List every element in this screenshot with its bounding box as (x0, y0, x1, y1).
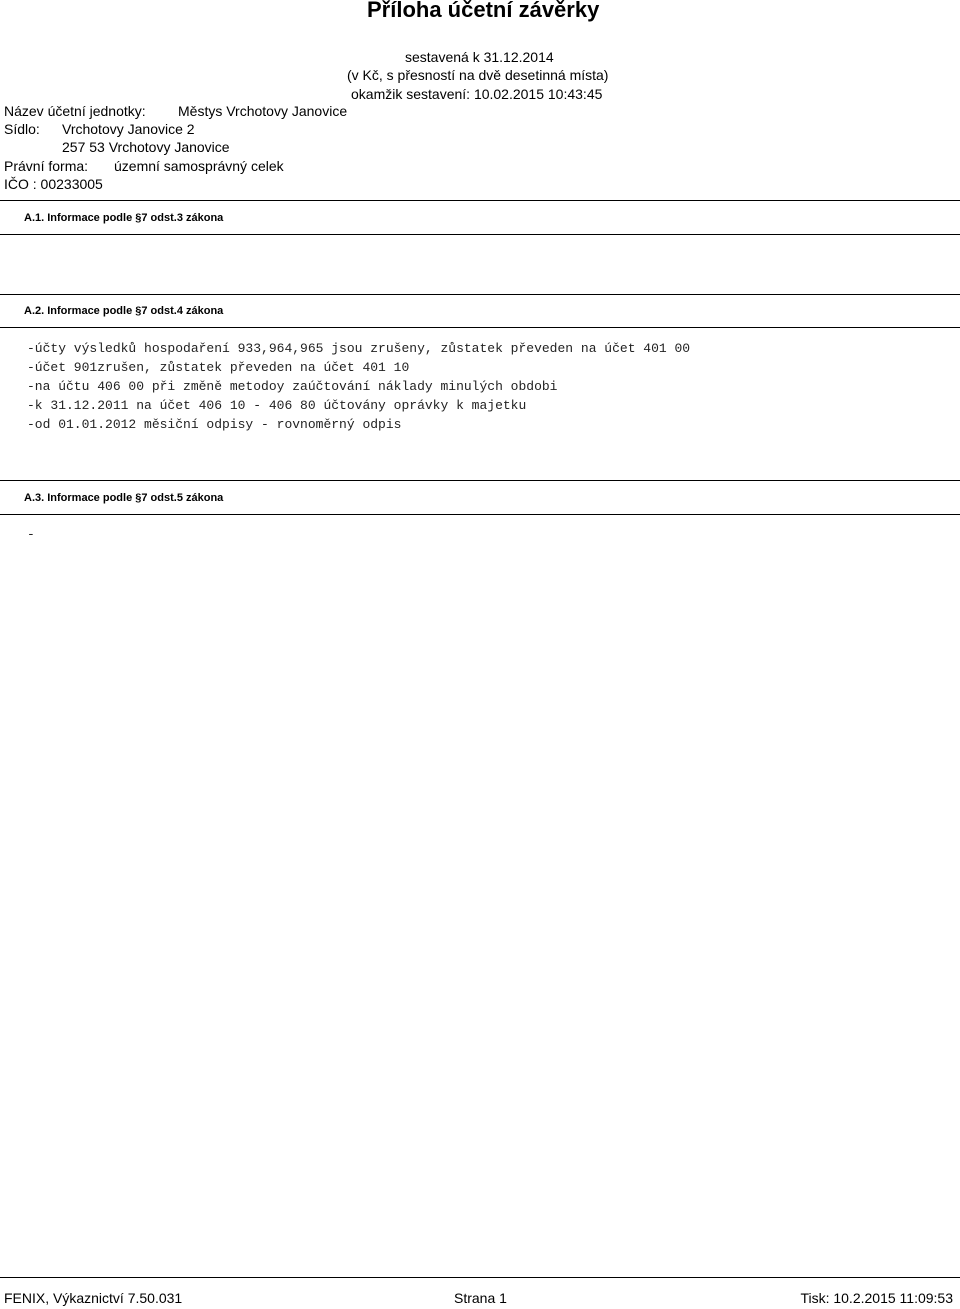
a3-text: - (27, 527, 35, 542)
document-title: Příloha účetní závěrky (367, 0, 600, 22)
a2-text-line: -účet 901zrušen, zůstatek převeden na účet 401 10 (27, 360, 410, 375)
entity-ico: IČO : 00233005 (4, 176, 103, 192)
a2-text-line: -od 01.01.2012 měsiční odpisy - rovnoměrný odpis (27, 417, 402, 432)
entity-seat-label: Sídlo: (4, 121, 40, 137)
section-a2-heading: A.2. Informace podle §7 odst.4 zákona (24, 305, 224, 317)
divider (0, 234, 960, 235)
entity-name-label: Název účetní jednotky: (4, 103, 146, 119)
entity-name-value: Městys Vrchotovy Janovice (178, 103, 348, 119)
footer-page-number: Strana 1 (454, 1290, 507, 1306)
entity-seat-line2: 257 53 Vrchotovy Janovice (62, 139, 230, 155)
divider (0, 514, 960, 515)
a2-text-line: -na účtu 406 00 při změně metodoy zaúčtování náklady minulých obdobi (27, 379, 558, 394)
footer-software: FENIX, Výkaznictví 7.50.031 (4, 1290, 183, 1306)
footer-divider (0, 1277, 960, 1278)
divider (0, 480, 960, 481)
entity-seat-line1: Vrchotovy Janovice 2 (62, 121, 195, 137)
section-a1-heading: A.1. Informace podle §7 odst.3 zákona (24, 212, 224, 224)
footer-print-time: Tisk: 10.2.2015 11:09:53 (800, 1290, 953, 1306)
divider (0, 294, 960, 295)
a2-text-line: -účty výsledků hospodaření 933,964,965 jsou zrušeny, zůstatek převeden na účet 401 00 (27, 341, 691, 356)
a2-text-line: -k 31.12.2011 na účet 406 10 - 406 80 účtovány oprávky k majetku (27, 398, 527, 413)
compilation-moment: okamžik sestavení: 10.02.2015 10:43:45 (351, 86, 603, 102)
divider (0, 327, 960, 328)
legal-form-label: Právní forma: (4, 158, 89, 174)
compiled-date: sestavená k 31.12.2014 (405, 49, 554, 65)
divider (0, 200, 960, 201)
currency-note: (v Kč, s přesností na dvě desetinná místa) (347, 67, 609, 83)
section-a3-heading: A.3. Informace podle §7 odst.5 zákona (24, 492, 224, 504)
legal-form-value: územní samosprávný celek (114, 158, 284, 174)
